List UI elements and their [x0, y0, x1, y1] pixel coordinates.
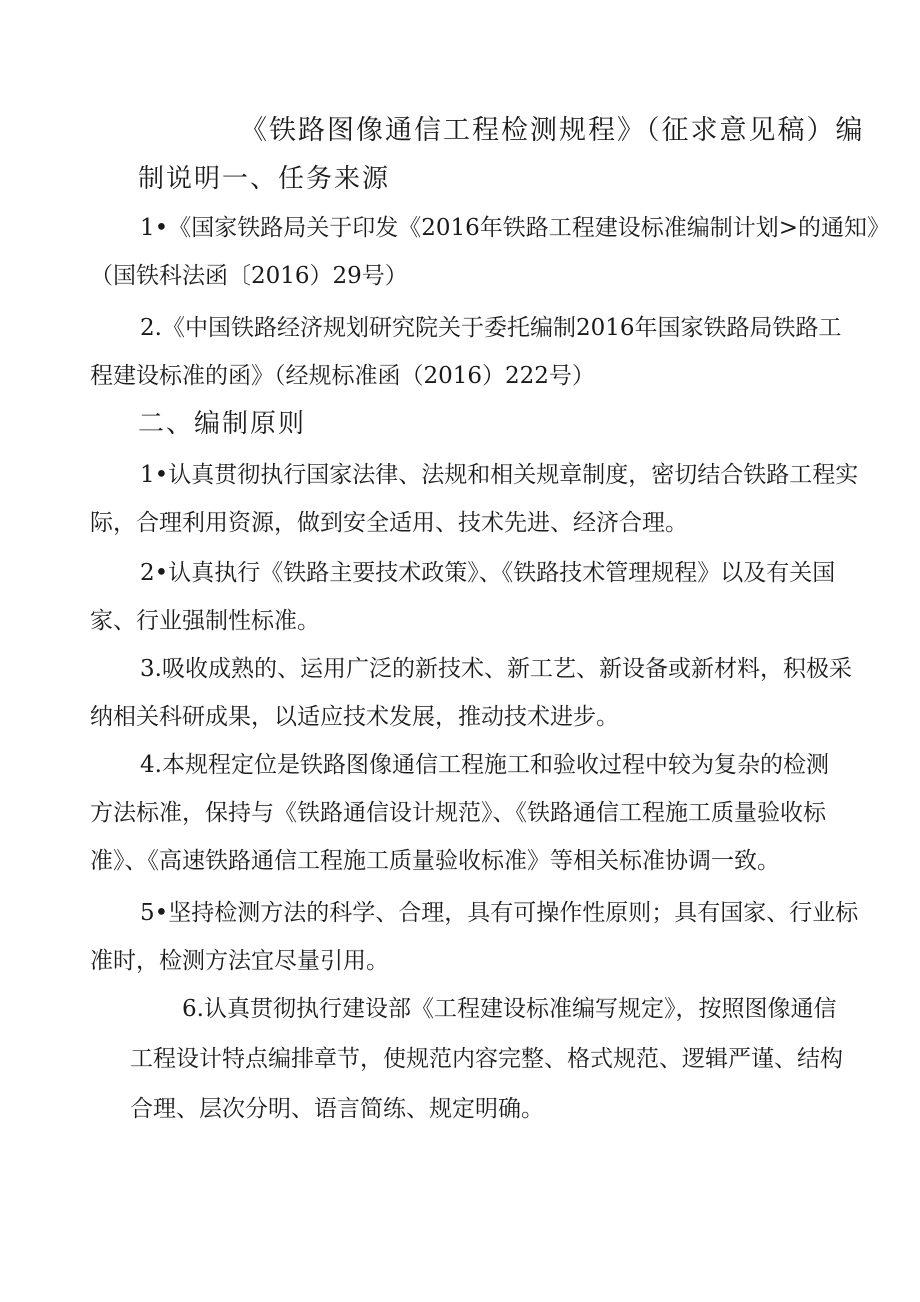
- document-title-line-2: 制说明一、任务来源: [138, 164, 391, 194]
- principle-5-line-1: 5•坚持检测方法的科学、合理，具有可操作性原则；具有国家、行业标: [140, 900, 859, 926]
- principle-2-line-2: 家、行业强制性标准。: [90, 608, 320, 634]
- principle-3-line-1: 3.吸收成熟的、运用广泛的新技术、新工艺、新设备或新材料，积极采: [140, 656, 852, 682]
- principle-6-line-1: 6.认真贯彻执行建设部《工程建设标准编写规定》，按照图像通信: [182, 996, 837, 1022]
- source-item-2-line-1: 2.《中国铁路经济规划研究院关于委托编制2016年国家铁路局铁路工: [140, 315, 842, 341]
- document-title-line-1: 《铁路图像通信工程检测规程》（征求意见稿）编: [240, 115, 865, 146]
- principle-6-line-2: 工程设计特点编排章节，使规范内容完整、格式规范、逻辑严谨、结构: [130, 1046, 843, 1072]
- principle-1-line-2: 际，合理利用资源，做到安全适用、技术先进、经济合理。: [90, 510, 688, 536]
- principle-4-line-1: 4.本规程定位是铁路图像通信工程施工和验收过程中较为复杂的检测: [140, 752, 829, 778]
- principle-4-line-2: 方法标准，保持与《铁路通信设计规范》、《铁路通信工程施工质量验收标: [90, 800, 826, 826]
- principle-6-line-3: 合理、层次分明、语言简练、规定明确。: [130, 1096, 544, 1122]
- principle-1-line-1: 1•认真贯彻执行国家法律、法规和相关规章制度，密切结合铁路工程实: [140, 462, 859, 488]
- principle-3-line-2: 纳相关科研成果，以适应技术发展，推动技术进步。: [90, 704, 619, 730]
- principle-5-line-2: 准时，检测方法宜尽量引用。: [90, 948, 389, 974]
- source-item-1-line-1: 1•《国家铁路局关于印发《2016年铁路工程建设标准编制计划>的通知》: [140, 215, 891, 241]
- principle-2-line-1: 2•认真执行《铁路主要技术政策》、《铁路技术管理规程》以及有关国: [140, 560, 836, 586]
- source-item-2-line-2: 程建设标准的函》（经规标准函（2016）222号）: [90, 363, 595, 389]
- principle-4-line-3: 准》、《高速铁路通信工程施工质量验收标准》等相关标准协调一致。: [90, 848, 780, 874]
- section-2-heading: 二、编制原则: [138, 409, 307, 439]
- source-item-1-line-2: （国铁科法函〔2016）29号）: [90, 263, 408, 289]
